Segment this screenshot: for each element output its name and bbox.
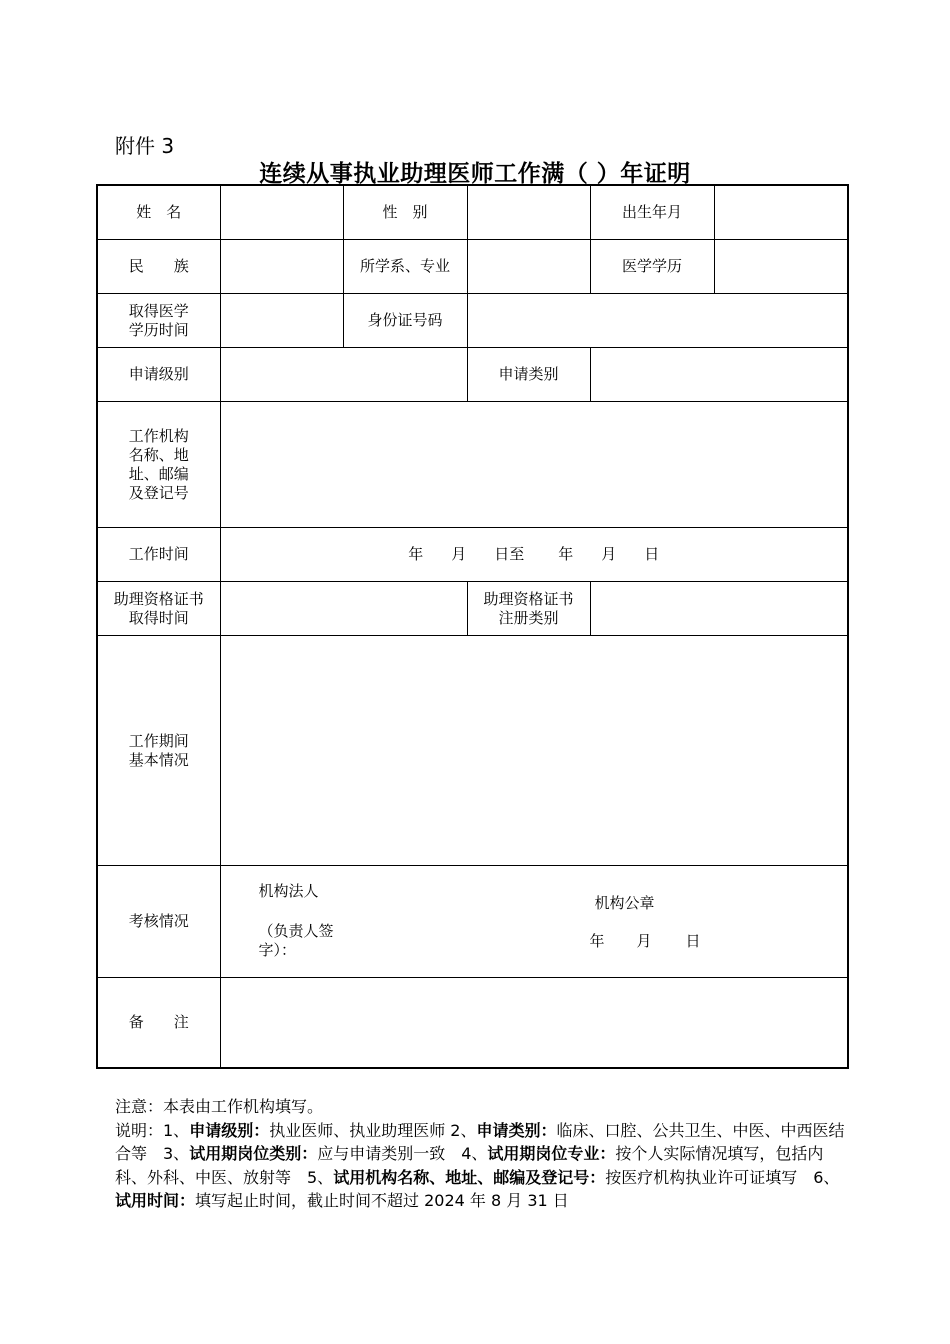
row-remarks — [97, 978, 848, 1069]
work-time-end-month: 月 — [601, 545, 617, 563]
name-label: 姓 名 — [97, 185, 220, 240]
cert-time-label-line2: 取得时间 — [128, 608, 189, 627]
notes-bold-4: 试用期岗位专业： — [487, 1144, 616, 1163]
work-time-start-month: 月 — [451, 545, 467, 563]
apply-type-field[interactable] — [590, 348, 848, 402]
gender-label: 性 别 — [343, 185, 467, 240]
seal-label: 机构公章 — [594, 894, 655, 912]
org-label-line3: 址、邮编 — [128, 464, 189, 483]
remarks-label: 备 注 — [97, 978, 220, 1069]
assessment-date-month: 月 — [636, 932, 652, 950]
notes-text-4: 按个人实际情况填写，包括内科、外科、中医、放射等 5、 — [115, 1144, 824, 1187]
apply-level-label: 申请级别 — [97, 348, 220, 402]
medical-degree-label: 医学学历 — [590, 240, 714, 294]
notes-text-1: 执业医师、执业助理医师 2、 — [269, 1120, 477, 1140]
notes-bold-1: 申请级别： — [189, 1120, 270, 1140]
degree-time-label-line2: 学历时间 — [128, 320, 189, 339]
name-field[interactable] — [220, 185, 343, 240]
work-time-start-day: 日至 — [494, 545, 525, 563]
work-time-end-day: 日 — [644, 545, 660, 563]
assessment-field[interactable] — [220, 866, 848, 978]
school-major-field[interactable] — [467, 240, 590, 294]
assessment-label: 考核情况 — [97, 866, 220, 978]
legal-person-label: 机构法人 — [258, 882, 319, 900]
work-time-label: 工作时间 — [97, 528, 220, 582]
assessment-date — [590, 932, 701, 951]
medical-degree-field[interactable] — [714, 240, 848, 294]
row-assessment — [97, 866, 848, 978]
row-org — [97, 402, 848, 528]
basic-situation-label-line2: 基本情况 — [128, 750, 189, 769]
row-basic-1 — [97, 185, 848, 240]
org-label-line4: 及登记号 — [128, 483, 189, 502]
cert-time-label — [97, 582, 220, 636]
work-time-start-year: 年 — [408, 545, 424, 563]
school-major-label: 所学系、专业 — [343, 240, 467, 294]
notes-bold-5: 试用机构名称、地址、邮编及登记号： — [333, 1167, 606, 1187]
row-basic-2 — [97, 240, 848, 294]
id-number-field[interactable] — [467, 294, 848, 348]
cert-reg-field[interactable] — [590, 582, 848, 636]
signature-label: （负责人签 字）： — [258, 922, 349, 959]
work-time-field[interactable] — [220, 528, 848, 582]
remarks-field[interactable] — [220, 978, 848, 1069]
notes-section — [115, 1095, 850, 1213]
notes-explanation — [115, 1119, 850, 1213]
degree-time-field[interactable] — [220, 294, 343, 348]
org-label-line1: 工作机构 — [128, 426, 189, 445]
birth-label: 出生年月 — [590, 185, 714, 240]
work-time-end-year: 年 — [558, 545, 574, 563]
row-work-time — [97, 528, 848, 582]
cert-reg-label-line1: 助理资格证书 — [483, 589, 574, 608]
birth-field[interactable] — [714, 185, 848, 240]
notes-text-2: 临床、口腔、公共卫生、中医、中西医结合等 3、 — [115, 1120, 845, 1163]
notes-text-6: 填写起止时间，截止时间不超过 2024 年 8 月 31 日 — [195, 1191, 569, 1210]
notes-bold-3: 试用期岗位类别： — [189, 1144, 318, 1163]
cert-reg-label-line2: 注册类别 — [498, 608, 559, 627]
notes-attention: 注意：本表由工作机构填写。 — [115, 1097, 324, 1116]
id-number-label: 身份证号码 — [343, 294, 467, 348]
notes-bold-2: 申请类别： — [476, 1120, 557, 1140]
row-apply — [97, 348, 848, 402]
certificate-form-table — [96, 184, 849, 1069]
attachment-label: 附件 3 — [115, 134, 175, 158]
degree-time-label — [97, 294, 220, 348]
basic-situation-label — [97, 636, 220, 866]
notes-text-3: 应与申请类别一致 4、 — [317, 1144, 488, 1163]
notes-prefix: 说明：1、 — [115, 1120, 190, 1140]
basic-situation-label-line1: 工作期间 — [128, 731, 189, 750]
degree-time-label-line1: 取得医学 — [128, 301, 189, 320]
row-basic-situation — [97, 636, 848, 866]
gender-field[interactable] — [467, 185, 590, 240]
assessment-date-year: 年 — [589, 932, 605, 950]
cert-time-field[interactable] — [220, 582, 467, 636]
org-label — [97, 402, 220, 528]
cert-time-label-line1: 助理资格证书 — [113, 589, 204, 608]
assessment-date-day: 日 — [685, 932, 701, 950]
row-cert — [97, 582, 848, 636]
org-field[interactable] — [220, 402, 848, 528]
page-title: 连续从事执业助理医师工作满（ ）年证明 — [259, 161, 691, 187]
ethnicity-field[interactable] — [220, 240, 343, 294]
notes-text-5: 按医疗机构执业许可证填写 6、 — [605, 1167, 840, 1187]
basic-situation-field[interactable] — [220, 636, 848, 866]
org-label-line2: 名称、地 — [128, 445, 189, 464]
row-basic-3 — [97, 294, 848, 348]
ethnicity-label: 民 族 — [97, 240, 220, 294]
cert-reg-label — [467, 582, 590, 636]
apply-type-label: 申请类别 — [467, 348, 590, 402]
apply-level-field[interactable] — [220, 348, 467, 402]
notes-bold-6: 试用时间： — [115, 1191, 196, 1210]
